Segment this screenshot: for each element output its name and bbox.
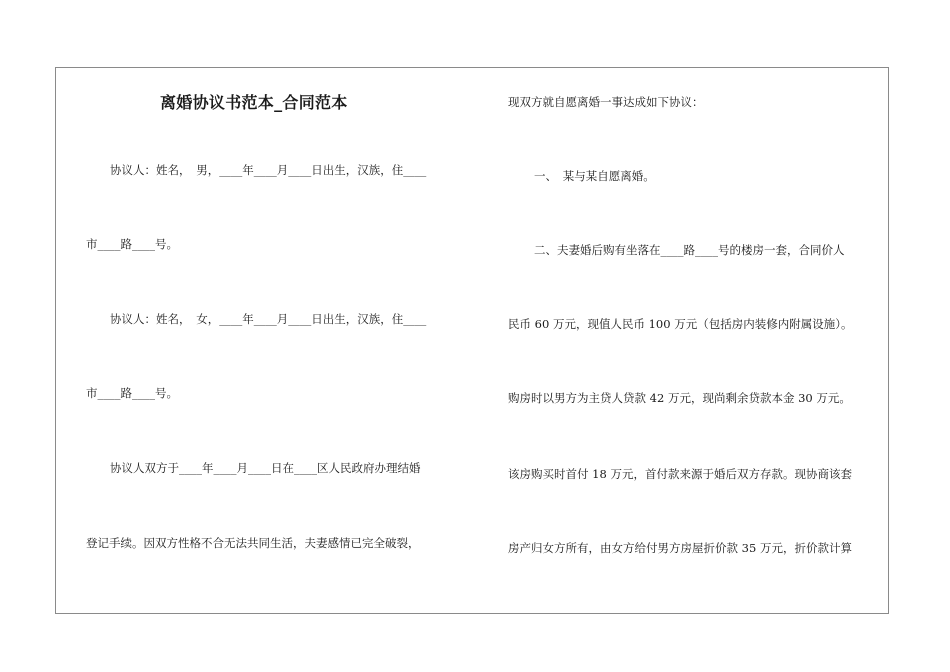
right-line-3: 二、夫妻婚后购有坐落在____路____号的楼房一套，合同价人 xyxy=(534,243,845,257)
left-line-1: 协议人：姓名， 男，____年____月____日出生，汉族，住____ xyxy=(110,163,427,177)
right-line-2: 一、 某与某自愿离婚。 xyxy=(534,169,655,183)
right-line-4: 民币 60 万元，现值人民币 100 万元（包括房内装修内附属设施）。 xyxy=(508,317,853,331)
document-title: 离婚协议书范本_合同范本 xyxy=(160,93,348,112)
right-line-1: 现双方就自愿离婚一事达成如下协议： xyxy=(508,95,704,109)
right-line-6: 该房购买时首付 18 万元，首付款来源于婚后双方存款。现协商该套 xyxy=(508,467,852,481)
left-line-2: 市____路____号。 xyxy=(86,237,178,251)
left-line-3: 协议人：姓名， 女，____年____月____日出生，汉族，住____ xyxy=(110,312,427,326)
right-line-5: 购房时以男方为主贷人贷款 42 万元，现尚剩余贷款本金 30 万元。 xyxy=(508,391,851,405)
left-line-5: 协议人双方于____年____月____日在____区人民政府办理结婚 xyxy=(110,461,421,475)
page-border xyxy=(55,67,889,614)
left-line-4: 市____路____号。 xyxy=(86,386,178,400)
left-line-6: 登记手续。因双方性格不合无法共同生活，夫妻感情已完全破裂， xyxy=(86,536,420,550)
right-line-7: 房产归女方所有，由女方给付男方房屋折价款 35 万元，折价款计算 xyxy=(508,541,852,555)
